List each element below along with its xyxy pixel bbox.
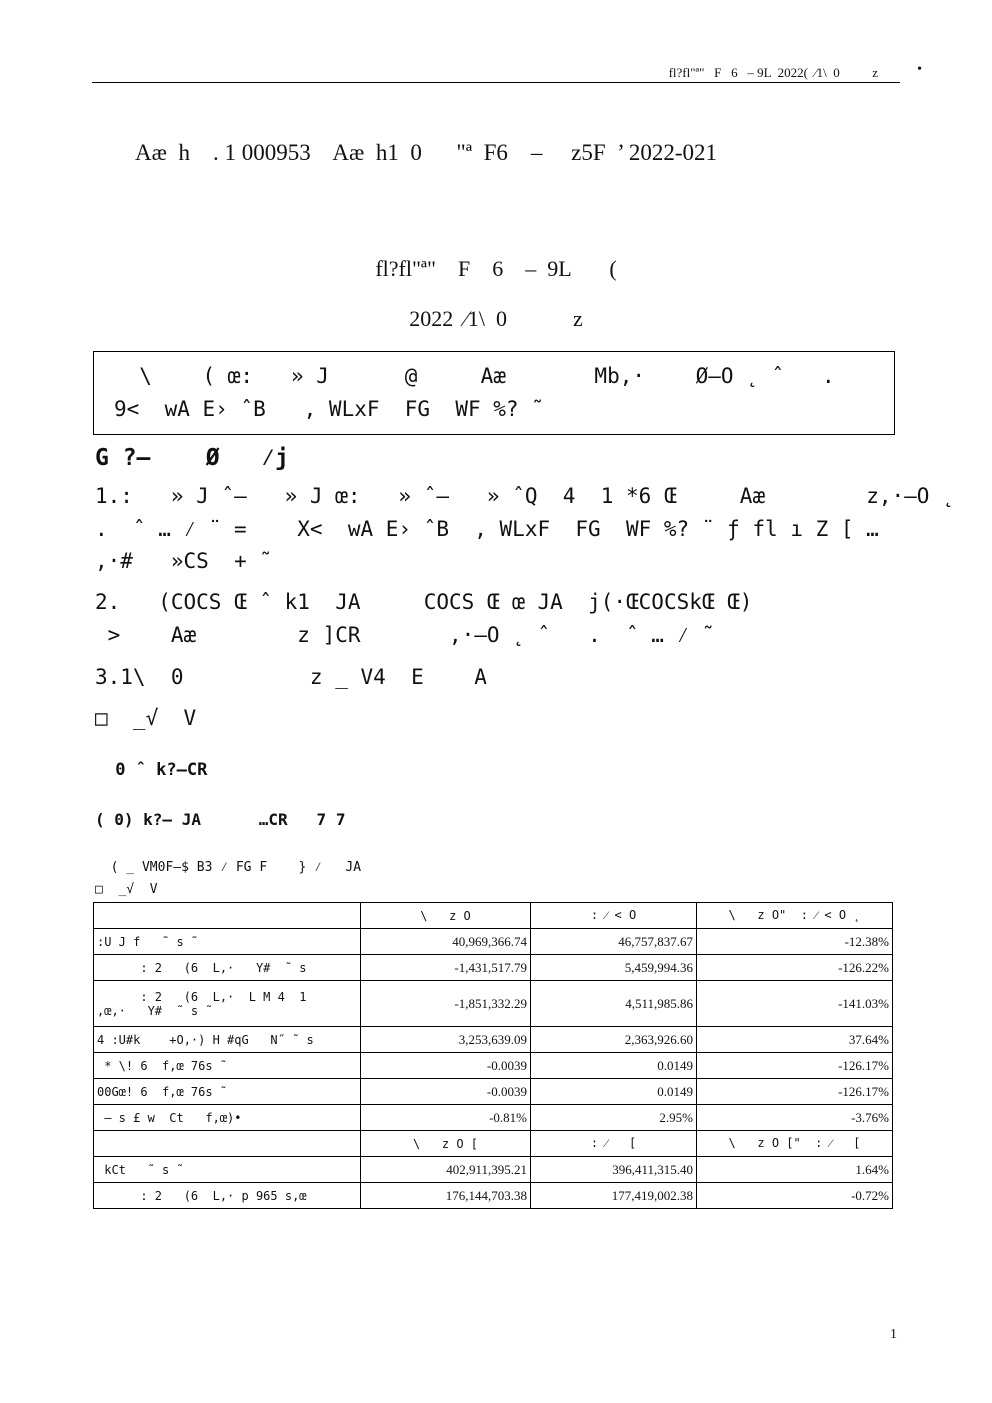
header-cell: \ z O [ bbox=[361, 1131, 531, 1157]
value-previous: 2.95% bbox=[531, 1105, 697, 1131]
value-previous: 0.0149 bbox=[531, 1053, 697, 1079]
value-current: -0.0039 bbox=[361, 1053, 531, 1079]
value-change: -126.22% bbox=[697, 955, 893, 981]
value-previous: 396,411,315.40 bbox=[531, 1157, 697, 1183]
header-cell bbox=[94, 903, 361, 929]
value-current: -1,431,517.79 bbox=[361, 955, 531, 981]
header-cell: \ z O bbox=[361, 903, 531, 929]
value-change: 1.64% bbox=[697, 1157, 893, 1183]
item-1-line-2: . ˆ … ⁄ ¨ = X< wA E› ˆB , WLxF FG WF %? ¨ ƒ fl ı Z [ … bbox=[95, 517, 879, 541]
value-change: 37.64% bbox=[697, 1027, 893, 1053]
header-dot: • bbox=[917, 62, 922, 77]
row-label: * \! 6 f,œ 76s ˜ bbox=[94, 1053, 361, 1079]
disclaimer-line-1: \ ( œ: » J @ Aæ Mb,· Ø–O ˛ ˆ . bbox=[114, 364, 835, 388]
header-cell: : ⁄ < O bbox=[531, 903, 697, 929]
disclaimer-box bbox=[93, 351, 895, 435]
table-row bbox=[94, 1105, 893, 1131]
item-1-line-3: ,·# »CS + ˜ bbox=[95, 549, 273, 573]
row-label: – s £ w Ct f,œ)• bbox=[94, 1105, 361, 1131]
table-row bbox=[94, 1079, 893, 1105]
table-row bbox=[94, 929, 893, 955]
row-label: : 2 (6 L,· p 965 s,œ bbox=[94, 1183, 361, 1209]
value-change: -126.17% bbox=[697, 1053, 893, 1079]
table-row bbox=[94, 1053, 893, 1079]
value-previous: 0.0149 bbox=[531, 1079, 697, 1105]
table-note-1: ( _ VM0F–$ B3 ⁄ FG F } ⁄ JA bbox=[95, 860, 362, 875]
header-cell: \ z O [" : ⁄ [ bbox=[697, 1131, 893, 1157]
value-current: 402,911,395.21 bbox=[361, 1157, 531, 1183]
section-2-subheading: ( 0) k?– JA …CR 7 7 bbox=[95, 810, 346, 829]
item-3-line-1: 3.1\ 0 z _ V4 E A bbox=[95, 665, 487, 689]
row-label: : 2 (6 L,· Y# ˜ s bbox=[94, 955, 361, 981]
table-row bbox=[94, 1027, 893, 1053]
document-title: fl?fl"ª" F 6 – 9L ( bbox=[375, 256, 617, 281]
value-current: 3,253,639.09 bbox=[361, 1027, 531, 1053]
item-1-line-1: 1.: » J ˆ– » J œ: » ˆ– » ˆQ 4 1 *6 Œ Aæ z,·–O ˛ bbox=[95, 484, 955, 508]
row-label-line-2: ,œ,· Y# ˜ s ˜ bbox=[97, 1003, 213, 1018]
value-previous: 5,459,994.36 bbox=[531, 955, 697, 981]
row-label bbox=[94, 981, 361, 1027]
value-current: -0.0039 bbox=[361, 1079, 531, 1105]
table-row bbox=[94, 981, 893, 1027]
disclaimer-line-2: 9< wA E› ˆB , WLxF FG WF %? ˜ bbox=[114, 397, 544, 421]
financial-data-table bbox=[93, 902, 893, 1209]
table-row bbox=[94, 955, 893, 981]
header-cell bbox=[94, 1131, 361, 1157]
header-text: fl?fl"ª" F 6 – 9L 2022( ⁄1\ 0 z bbox=[668, 65, 878, 80]
header-cell: \ z O" : ⁄ < O ˛ bbox=[697, 903, 893, 929]
value-change: -3.76% bbox=[697, 1105, 893, 1131]
value-previous: 4,511,985.86 bbox=[531, 981, 697, 1027]
value-current: -1,851,332.29 bbox=[361, 981, 531, 1027]
value-current: 176,144,703.38 bbox=[361, 1183, 531, 1209]
item-2-line-2: > Aæ z ]CR ,·–O ˛ ˆ . ˆ … ⁄ ˜ bbox=[95, 623, 715, 647]
table-row bbox=[94, 1183, 893, 1209]
announcement-number: Aæ h . 1 000953 Aæ h1 0 "ª F6 – z5F ’ 2022-021 bbox=[135, 140, 718, 165]
header-cell: : ⁄ [ bbox=[531, 1131, 697, 1157]
value-previous: 2,363,926.60 bbox=[531, 1027, 697, 1053]
item-4-checkbox-line: □ _√ V bbox=[95, 706, 197, 730]
table-header-row bbox=[94, 903, 893, 929]
row-label: 00Gœ! 6 f,œ 76s ˜ bbox=[94, 1079, 361, 1105]
section-2-heading: 0 ˆ k?–CR bbox=[105, 760, 208, 780]
table-row bbox=[94, 1157, 893, 1183]
page-number: 1 bbox=[890, 1327, 897, 1342]
section-heading: G ?– Ø ⁄j bbox=[95, 445, 289, 471]
value-current: 40,969,366.74 bbox=[361, 929, 531, 955]
value-previous: 177,419,002.38 bbox=[531, 1183, 697, 1209]
value-previous: 46,757,837.67 bbox=[531, 929, 697, 955]
row-label: 4 :U#k +O,·) H #qG N˝ ˜ s bbox=[94, 1027, 361, 1053]
value-change: -141.03% bbox=[697, 981, 893, 1027]
table-header-row bbox=[94, 1131, 893, 1157]
value-change: -12.38% bbox=[697, 929, 893, 955]
row-label: :U J f ˜ s ˜ bbox=[94, 929, 361, 955]
value-change: -0.72% bbox=[697, 1183, 893, 1209]
page-header bbox=[92, 60, 922, 83]
document-subtitle: 2022 ⁄1\ 0 z bbox=[409, 306, 583, 331]
value-current: -0.81% bbox=[361, 1105, 531, 1131]
table-note-2: □ _√ V bbox=[95, 882, 158, 897]
value-change: -126.17% bbox=[697, 1079, 893, 1105]
item-2-line-1: 2. (COCS Œ ˆ k1 JA COCS Œ œ JA j(·ŒCOCSkŒ Œ) bbox=[95, 590, 753, 614]
row-label: kCt ˜ s ˜ bbox=[94, 1157, 361, 1183]
row-label-line-1: : 2 (6 L,· L M 4 1 bbox=[97, 989, 307, 1004]
